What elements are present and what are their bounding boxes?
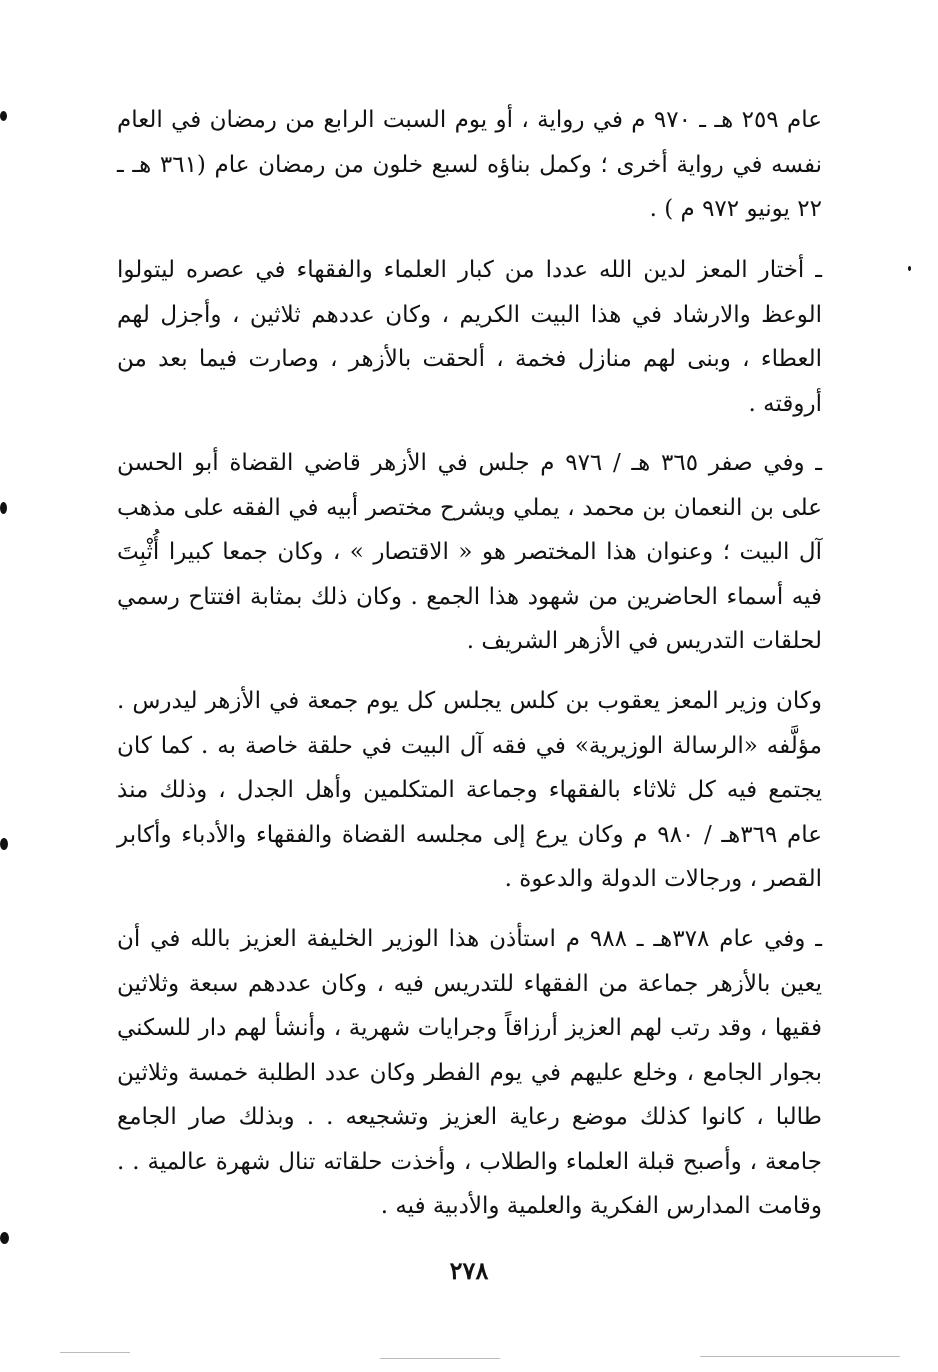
page-number: ٢٧٨ <box>449 1256 489 1285</box>
paragraph-first-lessons: ـ وفي صفر ٣٦٥ هـ / ٩٧٦ م جلس في الأزهر قاضي القضاة أبو الحسن على بن النعمان بن محمد ، يملي ويشرح مختصر أبيه في الفقه على مذهب آل البيت ؛ وعنوان هذا المختصر هو « الاقتصار » ، وكان جمعا كبيرا أُثْبِتَ فيه أسماء الحاضرين من شهود هذا الجمع . وكان ذلك بمثابة افتتاح رسمي لحلقات التدريس في الأزهر الشريف . <box>117 450 822 654</box>
paragraph-jurists-appointed: ـ وفي عام ٣٧٨هـ ـ ٩٨٨ م استأذن هذا الوزير الخليفة العزيز بالله في أن يعين بالأزهر جماعة من الفقهاء للتدريس فيه ، وكان عددهم سبعة وثلاثين فقيها ، وقد رتب لهم العزيز أرزاقاً وجرايات شهرية ، وأنشأ لهم دار للسكني بجوار الجامع ، وخلع عليهم في يوم الفطر وكان عدد الطلبة خمسة وثلاثين طالبا ، كانوا كذلك موضع رعاية العزيز وتشجيعه . . وبذلك صار الجامع جامعة ، وأصبح قبلة العلماء والطلاب ، وأخذت حلقاته تنال شهرة عالمية . . وقامت المدارس الفكرية والعلمية والأدبية فيه . <box>117 926 822 1219</box>
scan-speck <box>380 1358 500 1359</box>
scan-speck <box>700 1356 900 1357</box>
paragraph-founding-date: عام ٢٥٩ هـ ـ ٩٧٠ م في رواية ، أو يوم السبت الرابع من رمضان في العام نفسه في رواية أخرى ؛ وكمل بناؤه لسبع خلون من رمضان عام (٣٦١ هـ ـ ٢٢ يونيو ٩٧٢ م ) . <box>117 107 822 222</box>
scan-mark <box>0 111 7 121</box>
scan-mark <box>0 502 7 514</box>
scan-mark <box>0 838 8 850</box>
scan-mark <box>0 1232 9 1244</box>
scan-mark <box>908 266 911 271</box>
paragraph-vizier-yaqub: وكان وزير المعز يعقوب بن كلس يجلس كل يوم جمعة في الأزهر ليدرس . مؤلَّفه «الرسالة الوزيرية» في فقه آل البيت في حلقة خاصة به . كما كان يجتمع فيه كل ثلاثاء بالفقهاء وجماعة المتكلمين وأهل الجدل ، وذلك منذ عام ٣٦٩هـ / ٩٨٠ م وكان يرع إلى مجلسه القضاة والفقهاء والأدباء وأكابر القصر ، ورجالات الدولة والدعوة . <box>117 688 822 892</box>
paragraph-scholars-appointed: ـ أختار المعز لدين الله عددا من كبار العلماء والفقهاء في عصره ليتولوا الوعظ والارشاد في هذا البيت الكريم ، وكان عددهم ثلاثين ، وأجزل لهم العطاء ، وبنى لهم منازل فخمة ، ألحقت بالأزهر ، وصارت فيما بعد من أروقته . <box>117 257 822 417</box>
scan-speck <box>60 1352 130 1353</box>
